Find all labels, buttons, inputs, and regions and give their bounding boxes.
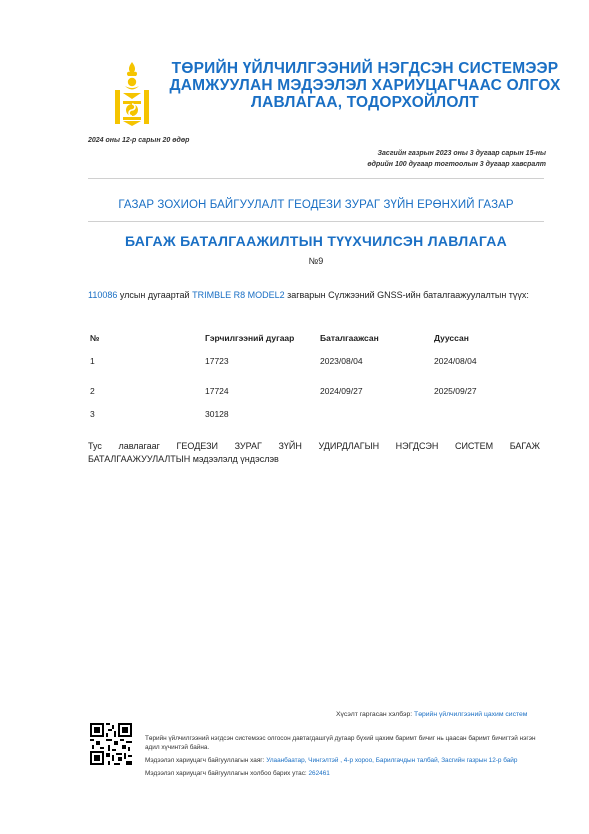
table-cell: 2025/09/27: [434, 386, 477, 396]
intro-text-2: загварын Сүлжээний GNSS-ийн баталгаажуулалтын түүх:: [284, 290, 529, 300]
document-number: №9: [308, 256, 324, 266]
table-cell: 1: [90, 356, 95, 366]
issue-date: 2024 оны 12-р сарын 20 өдөр: [88, 137, 190, 144]
address-value: Улаанбаатар, Чингэлтэй , 4-р хороо, Барилгачдын талбай, Засгийн газрын 12-р байр: [266, 757, 518, 764]
phone-line: [145, 769, 545, 778]
table-cell: 17724: [205, 386, 229, 396]
basis-line-2: БАТАЛГААЖУУЛАЛТЫН мэдээлэлд үндэслэв: [88, 454, 279, 464]
validity-note: Төрийн үйлчилгээний нэгдсэн системээс олгосон давтагдашгүй дугаар бүхий цахим баримт бичиг нь цаасан баримт бичигтэй нэгэн адил хүчинтэй байна.: [145, 735, 536, 751]
decree-reference: [286, 148, 546, 170]
table-cell: 3: [90, 409, 95, 419]
phone-value: 262461: [308, 770, 330, 777]
basis-statement: [88, 440, 540, 466]
column-header: №: [90, 333, 100, 343]
footer-notes: [145, 734, 545, 782]
serial-number: 110086: [88, 290, 118, 300]
column-header: Баталгаажсан: [320, 333, 379, 343]
header-title: [160, 60, 570, 111]
soyombo-emblem-icon: [112, 60, 152, 128]
basis-line-1: Тус лавлагааг ГЕОДЕЗИ ЗУРАГ ЗҮЙН УДИРДЛАГЫН НЭГДСЭН СИСТЕМ БАГАЖ: [88, 441, 540, 451]
header-title-line-3: ЛАВЛАГАА, ТОДОРХОЙЛОЛТ: [251, 94, 479, 111]
intro-paragraph: [88, 290, 553, 301]
phone-label: Мэдээлэл хариуцагч байгууллагын холбоо барих утас:: [145, 770, 309, 777]
decree-line-2: өдрийн 100 дугаар тогтоолын 3 дугаар хавсралт: [367, 161, 546, 168]
table-cell: 2024/09/27: [320, 386, 363, 396]
column-header: Дууссан: [434, 333, 469, 343]
divider: [88, 221, 544, 222]
header-title-line-2: ДАМЖУУЛАН МЭДЭЭЛЭЛ ХАРИУЦАГЧААС ОЛГОХ: [169, 77, 561, 94]
table-cell: 30128: [205, 409, 229, 419]
divider: [88, 178, 544, 179]
request-channel-label: Хүсэлт гаргасан хэлбэр:: [336, 711, 415, 718]
address-label: Мэдээлэл хариуцагч байгууллагын хаяг:: [145, 757, 267, 764]
agency-name: ГАЗАР ЗОХИОН БАЙГУУЛАЛТ ГЕОДЕЗИ ЗУРАГ ЗҮЙН ЕРӨНХИЙ ГАЗАР: [118, 199, 514, 211]
request-channel-value: Төрийн үйлчилгээний цахим систем: [414, 711, 528, 718]
document-title: БАГАЖ БАТАЛГААЖИЛТЫН ТҮҮХЧИЛСЭН ЛАВЛАГАА: [124, 233, 508, 249]
decree-line-1: Засгийн газрын 2023 оны 3 дугаар сарын 15-ны: [377, 150, 546, 157]
qr-code-icon[interactable]: [90, 723, 132, 765]
request-channel: [336, 711, 527, 718]
header-title-line-1: ТӨРИЙН ҮЙЛЧИЛГЭЭНИЙ НЭГДСЭН СИСТЕМЭЭР: [171, 60, 559, 77]
address-line: [145, 756, 545, 765]
column-header: Гэрчилгээний дугаар: [205, 333, 295, 343]
device-model: TRIMBLE R8 MODEL2: [192, 290, 285, 300]
intro-text-1: улсын дугаартай: [117, 290, 193, 300]
table-cell: 17723: [205, 356, 229, 366]
table-cell: 2: [90, 386, 95, 396]
table-cell: 2023/08/04: [320, 356, 363, 366]
table-cell: 2024/08/04: [434, 356, 477, 366]
